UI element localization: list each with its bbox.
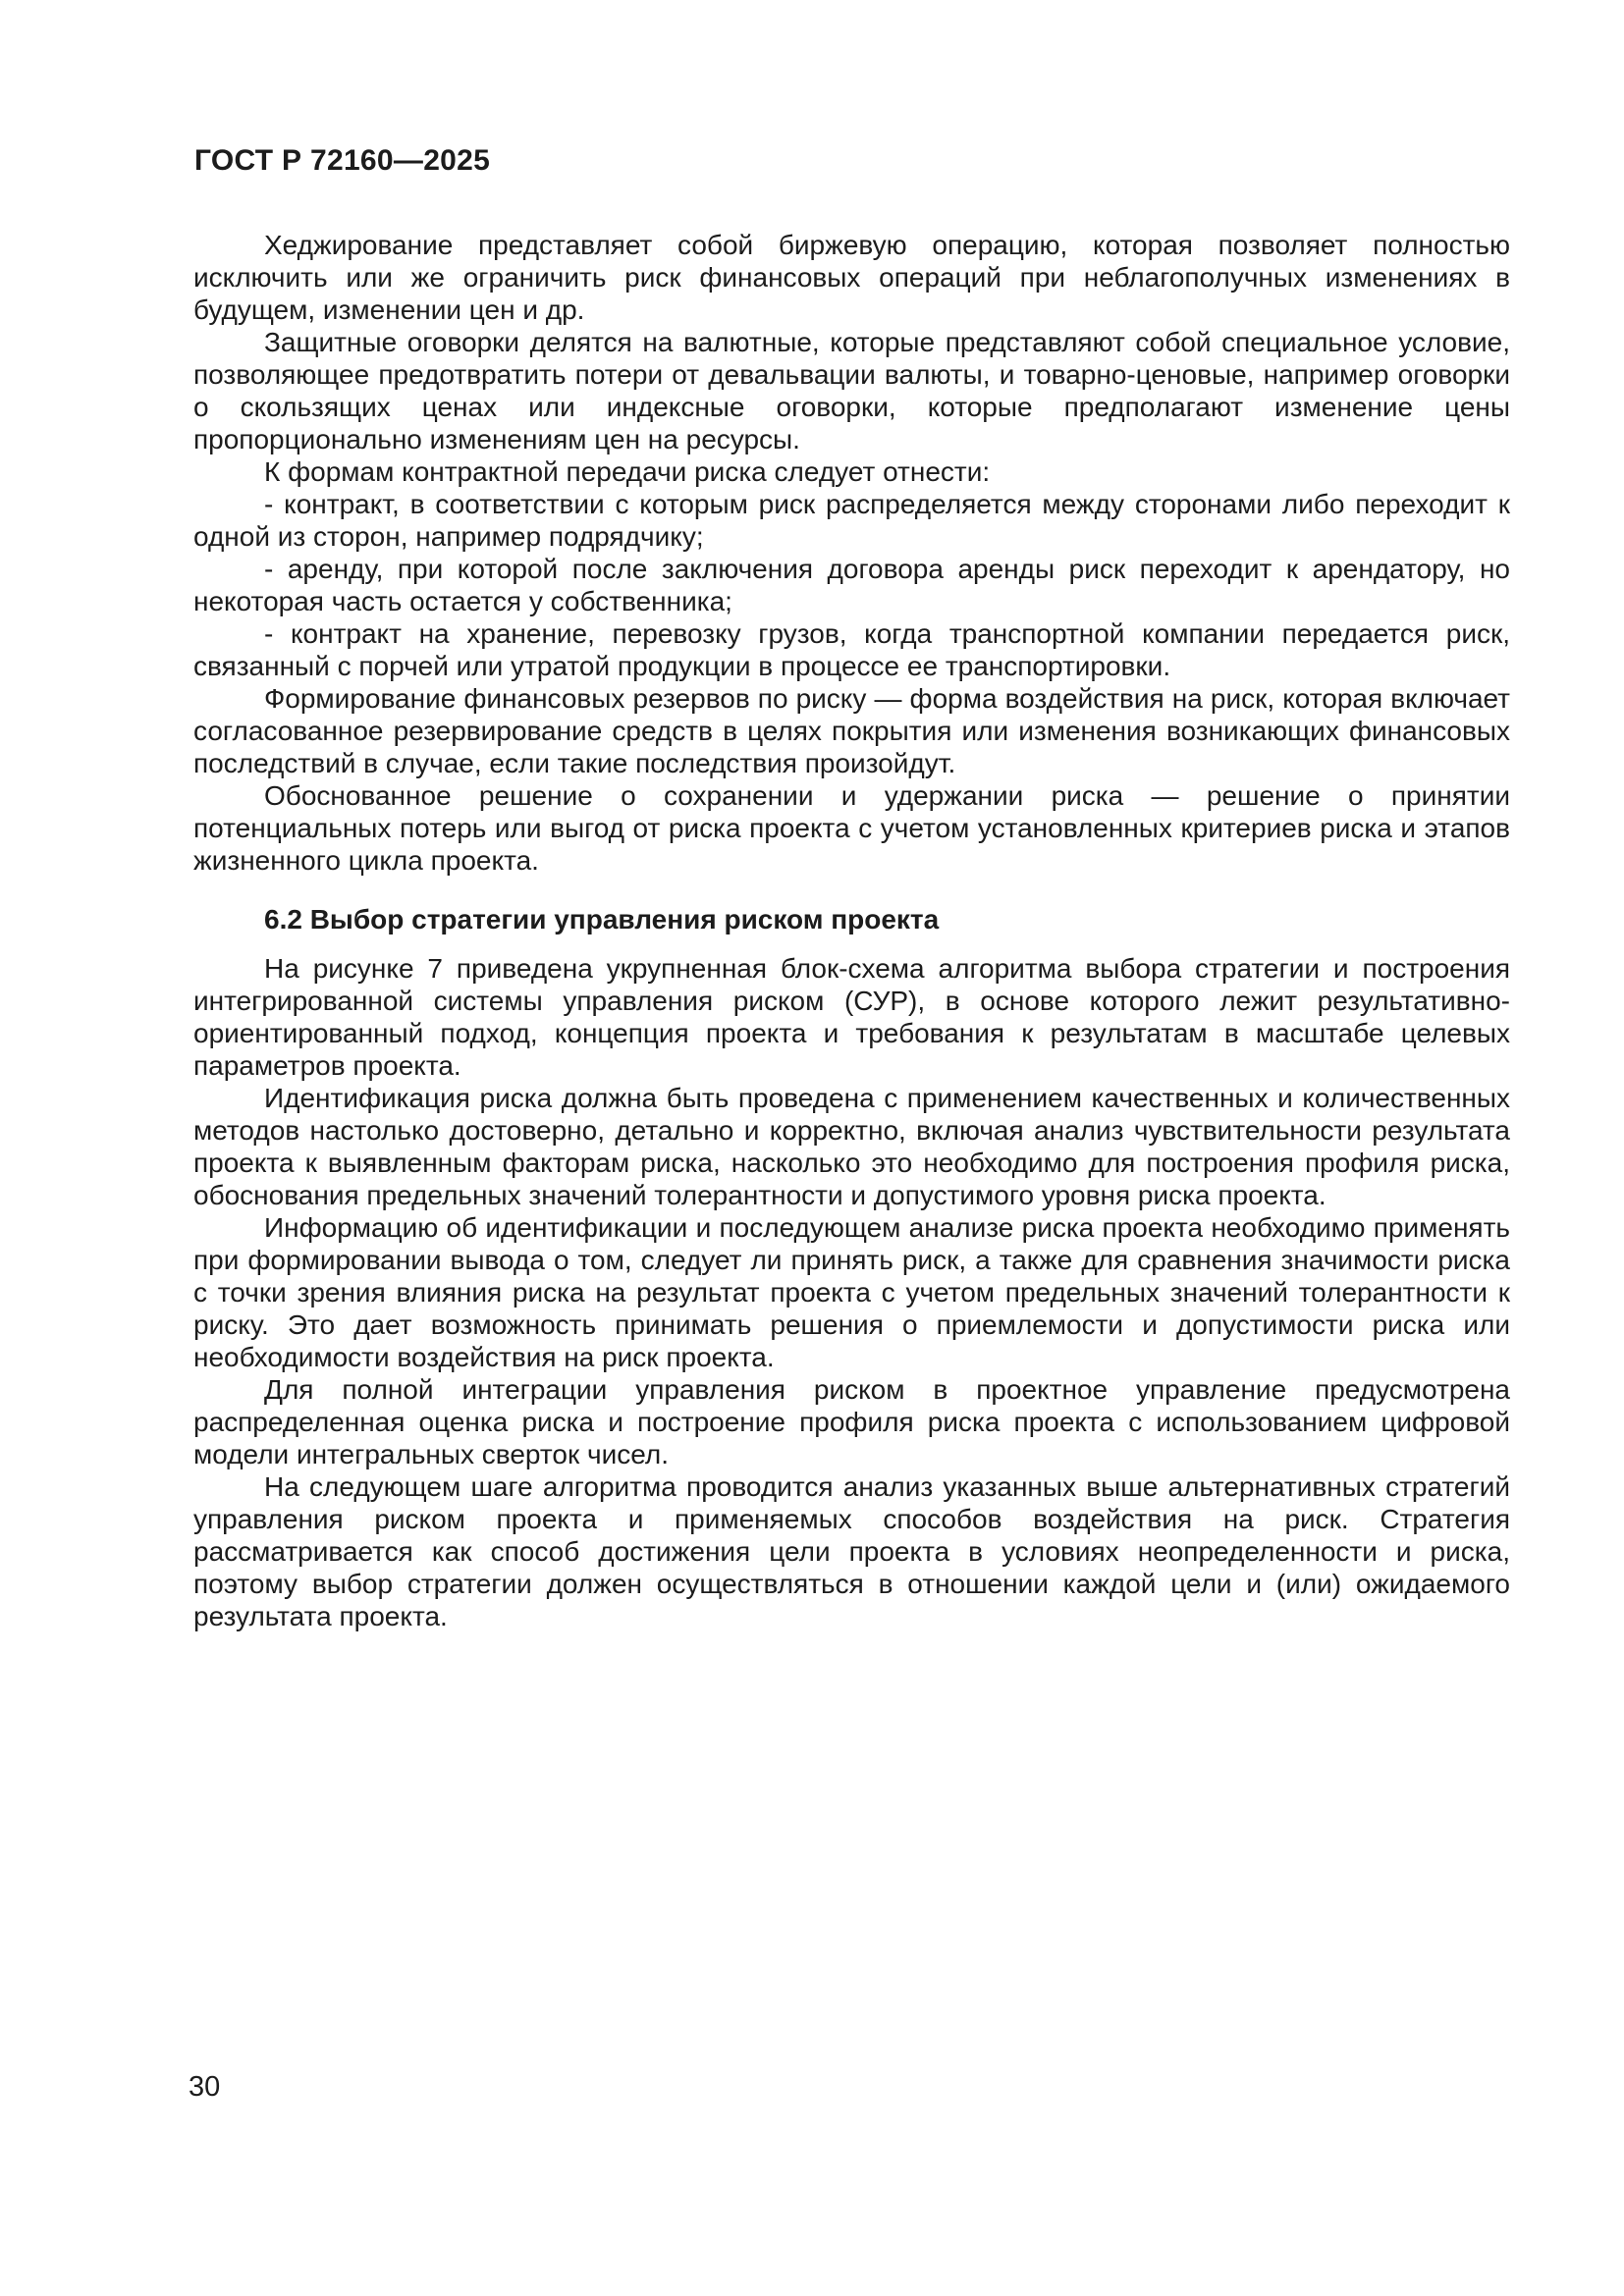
document-body — [193, 229, 1510, 1632]
paragraph-justified-decision: Обоснованное решение о сохранении и удержании риска — решение о принятии потенциальных потерь или выгод от риска проекта с учетом установленных критериев риска и этапов жизненного цикла проекта. — [193, 780, 1510, 876]
list-item-contract: - контракт, в соответствии с которым риск распределяется между сторонами либо переходит к одной из сторон, например подрядчику; — [193, 489, 1510, 552]
list-item-lease: - аренду, при которой после заключения договора аренды риск переходит к арендатору, но некоторая часть остается у собственника; — [193, 554, 1510, 616]
paragraph-financial-reserves: Формирование финансовых резервов по риску — форма воздействия на риск, которая включает согласованное резервирование средств в целях покрытия или изменения возникающих финансовых последствий в случае, если такие последствия произойдут. — [193, 683, 1510, 778]
list-item-storage-contract: - контракт на хранение, перевозку грузов, когда транспортной компании передается риск, связанный с порчей или утратой продукции в процессе ее транспортировки. — [193, 618, 1510, 681]
paragraph-figure7-algorithm: На рисунке 7 приведена укрупненная блок-схема алгоритма выбора стратегии и построения интегрированной системы управления риском (СУР), в основе которого лежит результативно-ориентированный подход, концепция проекта и требования к результатам в масштабе целевых параметров проекта. — [193, 953, 1510, 1081]
paragraph-next-step-analysis: На следующем шаге алгоритма проводится анализ указанных выше альтернативных стратегий управления риском проекта и применяемых способов воздействия на риск. Стратегия рассматривается как способ достижения цели проекта в условиях неопределенности и риска, поэтому выбор стратегии должен осуществляться в отношении каждой цели и (или) ожидаемого результата проекта. — [193, 1471, 1510, 1631]
paragraph-risk-identification: Идентификация риска должна быть проведена с применением качественных и количественных методов настолько достоверно, детально и корректно, включая анализ чувствительности результата проекта к выявленным факторам риска, насколько это необходимо для построения профиля риска, обоснования предельных значений толерантности и допустимого уровня риска проекта. — [193, 1083, 1510, 1210]
page-number: 30 — [189, 2071, 221, 2103]
paragraph-protective-clauses: Защитные оговорки делятся на валютные, которые представляют собой специальное условие, позволяющее предотвратить потери от девальвации валюты, и товарно-ценовые, например оговорки о скользящих ценах или индексные оговорки, которые предполагают изменение цены пропорционально изменениям цен на ресурсы. — [193, 327, 1510, 454]
document-standard-number: ГОСТ Р 72160—2025 — [194, 144, 491, 177]
section-heading-6-2: 6.2 Выбор стратегии управления риском проекта — [264, 904, 940, 934]
paragraph-hedging: Хеджирование представляет собой биржевую операцию, которая позволяет полностью исключить или же ограничить риск финансовых операций при неблагополучных изменениях в будущем, изменении цен и др. — [193, 230, 1510, 325]
paragraph-risk-information-use: Информацию об идентификации и последующем анализе риска проекта необходимо применять при формировании вывода о том, следует ли принять риск, а также для сравнения значимости риска с точки зрения влияния риска на результат проекта с учетом предельных значений толерантности к риску. Это дает возможность принимать решения о приемлемости и допустимости риска или необходимости воздействия на риск проекта. — [193, 1212, 1510, 1372]
paragraph-full-integration: Для полной интеграции управления риском в проектное управление предусмотрена распределенная оценка риска и построение профиля риска проекта с использованием цифровой модели интегральных сверток чисел. — [193, 1374, 1510, 1469]
paragraph-contract-transfer-intro: К формам контрактной передачи риска следует отнести: — [264, 456, 991, 487]
